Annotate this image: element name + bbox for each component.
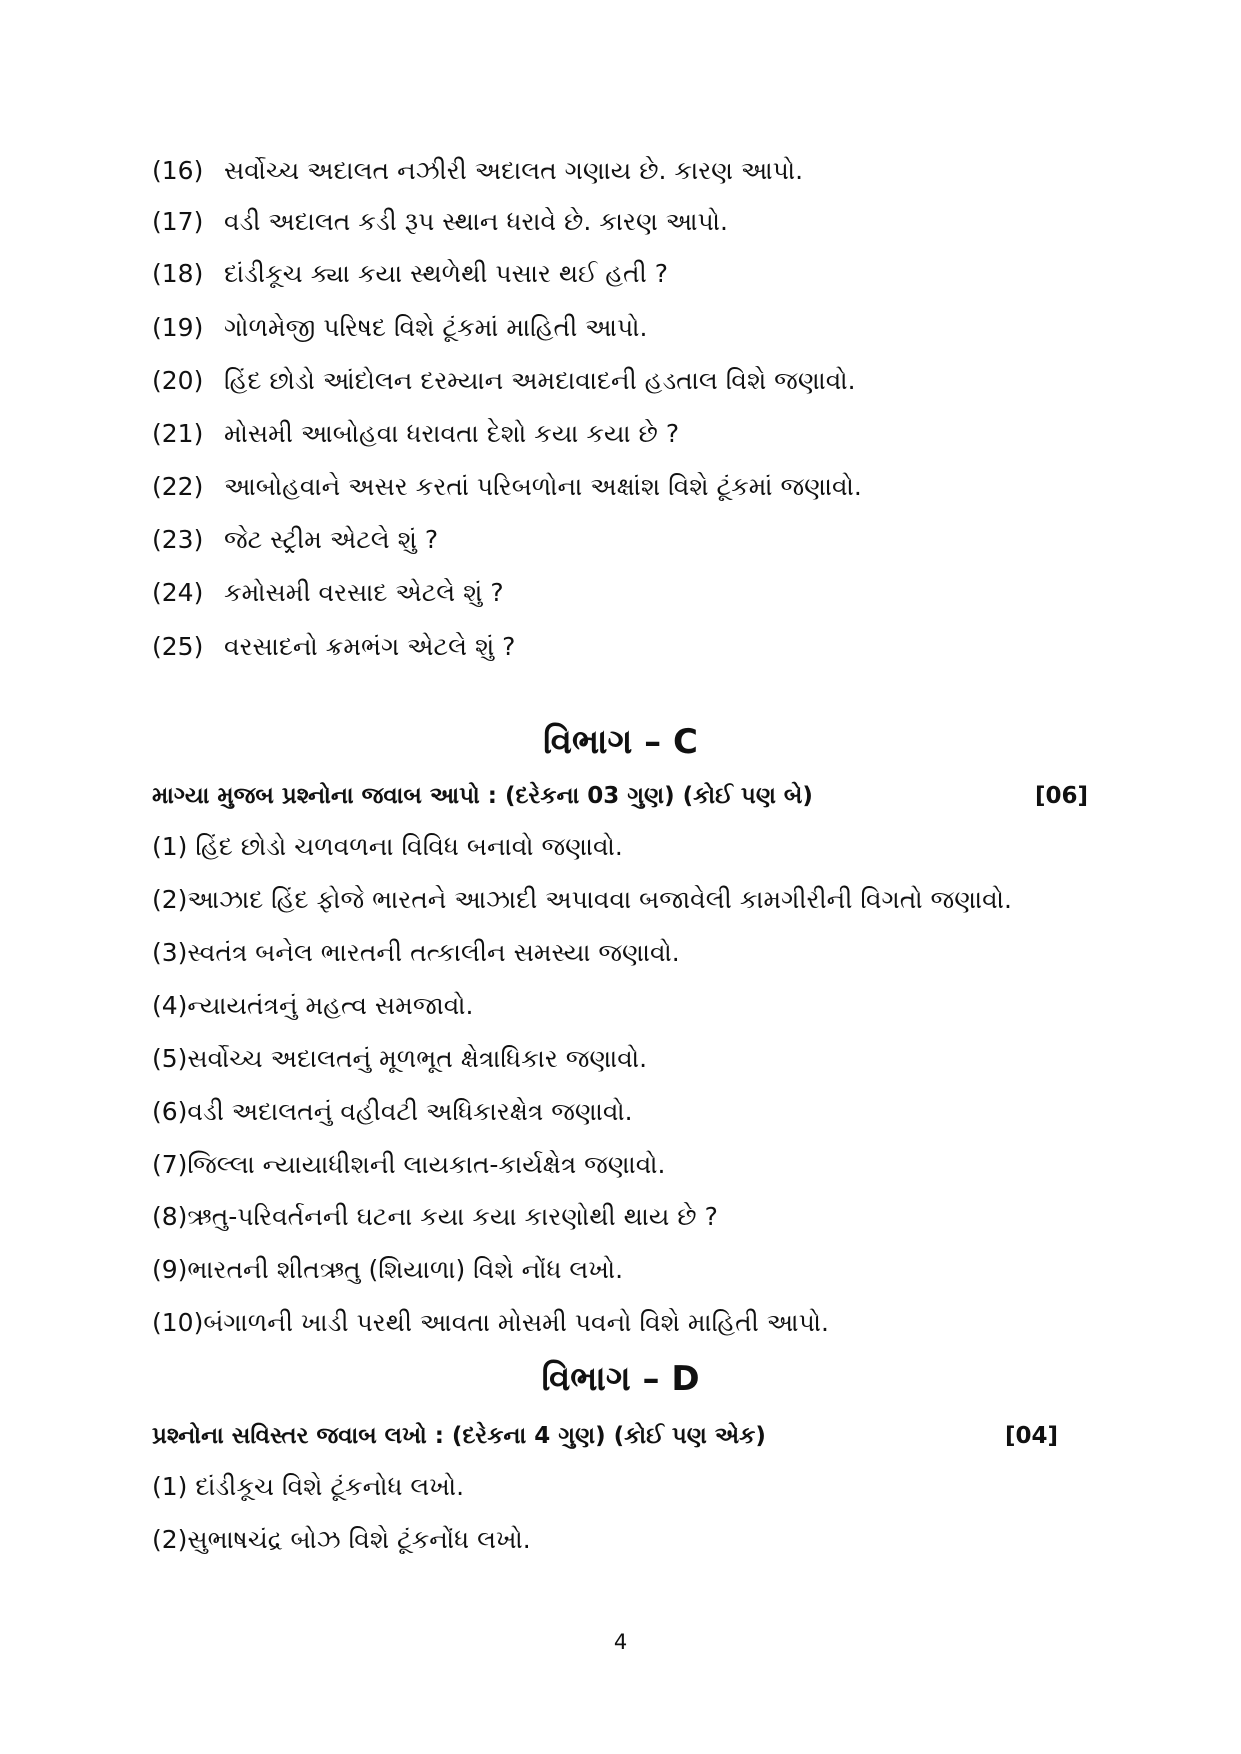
question-row [152, 630, 1112, 664]
question-number: (16) [152, 156, 204, 185]
list-item: (1) દાંડીકૂચ વિશે ટૂંકનોધ લખો. [152, 1472, 465, 1501]
question-row [152, 154, 1112, 188]
section-c-heading: વિભાગ – C [543, 722, 698, 762]
question-number: (19) [152, 313, 204, 342]
question-number: (20) [152, 366, 204, 395]
question-text: ગોળમેજી પરિષદ વિશે ટૂંકમાં માહિતી આપો. [224, 313, 648, 342]
list-item: (10)બંગાળની ખાડી પરથી આવતા મોસમી પવનો વિશે માહિતી આપો. [152, 1308, 829, 1337]
list-item: (9)ભારતની શીતઋતુ (શિયાળા) વિશે નોંધ લખો. [152, 1255, 624, 1284]
list-item: (2)સુભાષચંદ્ર બોઝ વિશે ટૂંકનોંધ લખો. [152, 1525, 531, 1554]
section-d-instruction: પ્રશ્નોના સવિસ્તર જવાબ લખો : (દરેકના 4 ગુણ) (કોઈ પણ એક) [152, 1423, 766, 1449]
list-item: (8)ઋતુ-પરિવર્તનની ઘટના કયા કયા કારણોથી થાય છે ? [152, 1202, 718, 1231]
question-text: સર્વોચ્ચ અદાલત નઝીરી અદાલત ગણાય છે. કારણ આપો. [224, 156, 804, 185]
question-row [152, 417, 1112, 451]
list-item: (5)સર્વોચ્ચ અદાલતનું મૂળભૂત ક્ષેત્રાધિકાર જણાવો. [152, 1044, 648, 1073]
section-d-heading: વિભાગ – D [541, 1359, 700, 1399]
question-number: (25) [152, 632, 204, 661]
question-text: દાંડીકૂચ ક્યા કયા સ્થળેથી પસાર થઈ હતી ? [224, 259, 668, 288]
question-number: (21) [152, 419, 204, 448]
list-item: (6)વડી અદાલતનું વહીવટી અધિકારક્ષેત્ર જણાવો. [152, 1097, 633, 1126]
list-item: (4)ન્યાયતંત્રનું મહત્વ સમજાવો. [152, 991, 474, 1020]
list-item: (2)આઝાદ હિંદ ફોજે ભારતને આઝાદી અપાવવા બજાવેલી કામગીરીની વિગતો જણાવો. [152, 885, 1012, 914]
question-text: જેટ સ્ટ્રીમ એટલે શું ? [224, 525, 439, 554]
question-number: (23) [152, 525, 204, 554]
list-item: (3)સ્વતંત્ર બનેલ ભારતની તત્કાલીન સમસ્યા જણાવો. [152, 938, 680, 967]
question-text: મોસમી આબોહવા ધરાવતા દેશો કયા કયા છે ? [224, 419, 680, 448]
question-number: (17) [152, 207, 204, 236]
question-row [152, 205, 1112, 239]
section-c-instruction: માગ્યા મુજબ પ્રશ્નોના જવાબ આપો : (દરેકના 03 ગુણ) (કોઈ પણ બે) [152, 783, 813, 809]
question-text: વડી અદાલત કડી રૂપ સ્થાન ધરાવે છે. કારણ આપો. [224, 207, 728, 236]
section-d-marks: [04] [1005, 1423, 1059, 1449]
list-item: (1) હિંદ છોડો ચળવળના વિવિધ બનાવો જણાવો. [152, 832, 623, 861]
question-number: (18) [152, 259, 204, 288]
question-row [152, 523, 1112, 557]
question-number: (22) [152, 472, 204, 501]
list-item: (7)જિલ્લા ન્યાયાધીશની લાયકાત-કાર્યક્ષેત્ર જણાવો. [152, 1150, 666, 1179]
question-text: કમોસમી વરસાદ એટલે શું ? [224, 578, 504, 607]
question-row [152, 311, 1112, 345]
question-row [152, 576, 1112, 610]
question-row [152, 470, 1112, 504]
section-c-marks: [06] [1035, 783, 1089, 809]
question-text: વરસાદનો ક્રમભંગ એટલે શું ? [224, 632, 516, 661]
question-row [152, 257, 1112, 291]
question-text: આબોહવાને અસર કરતાં પરિબળોના અક્ષાંશ વિશે ટૂંકમાં જણાવો. [224, 472, 862, 501]
question-text: હિંદ છોડો આંદોલન દરમ્યાન અમદાવાદની હડતાલ વિશે જણાવો. [224, 366, 856, 395]
question-row [152, 364, 1112, 398]
page-number: 4 [613, 1630, 628, 1654]
question-number: (24) [152, 578, 204, 607]
